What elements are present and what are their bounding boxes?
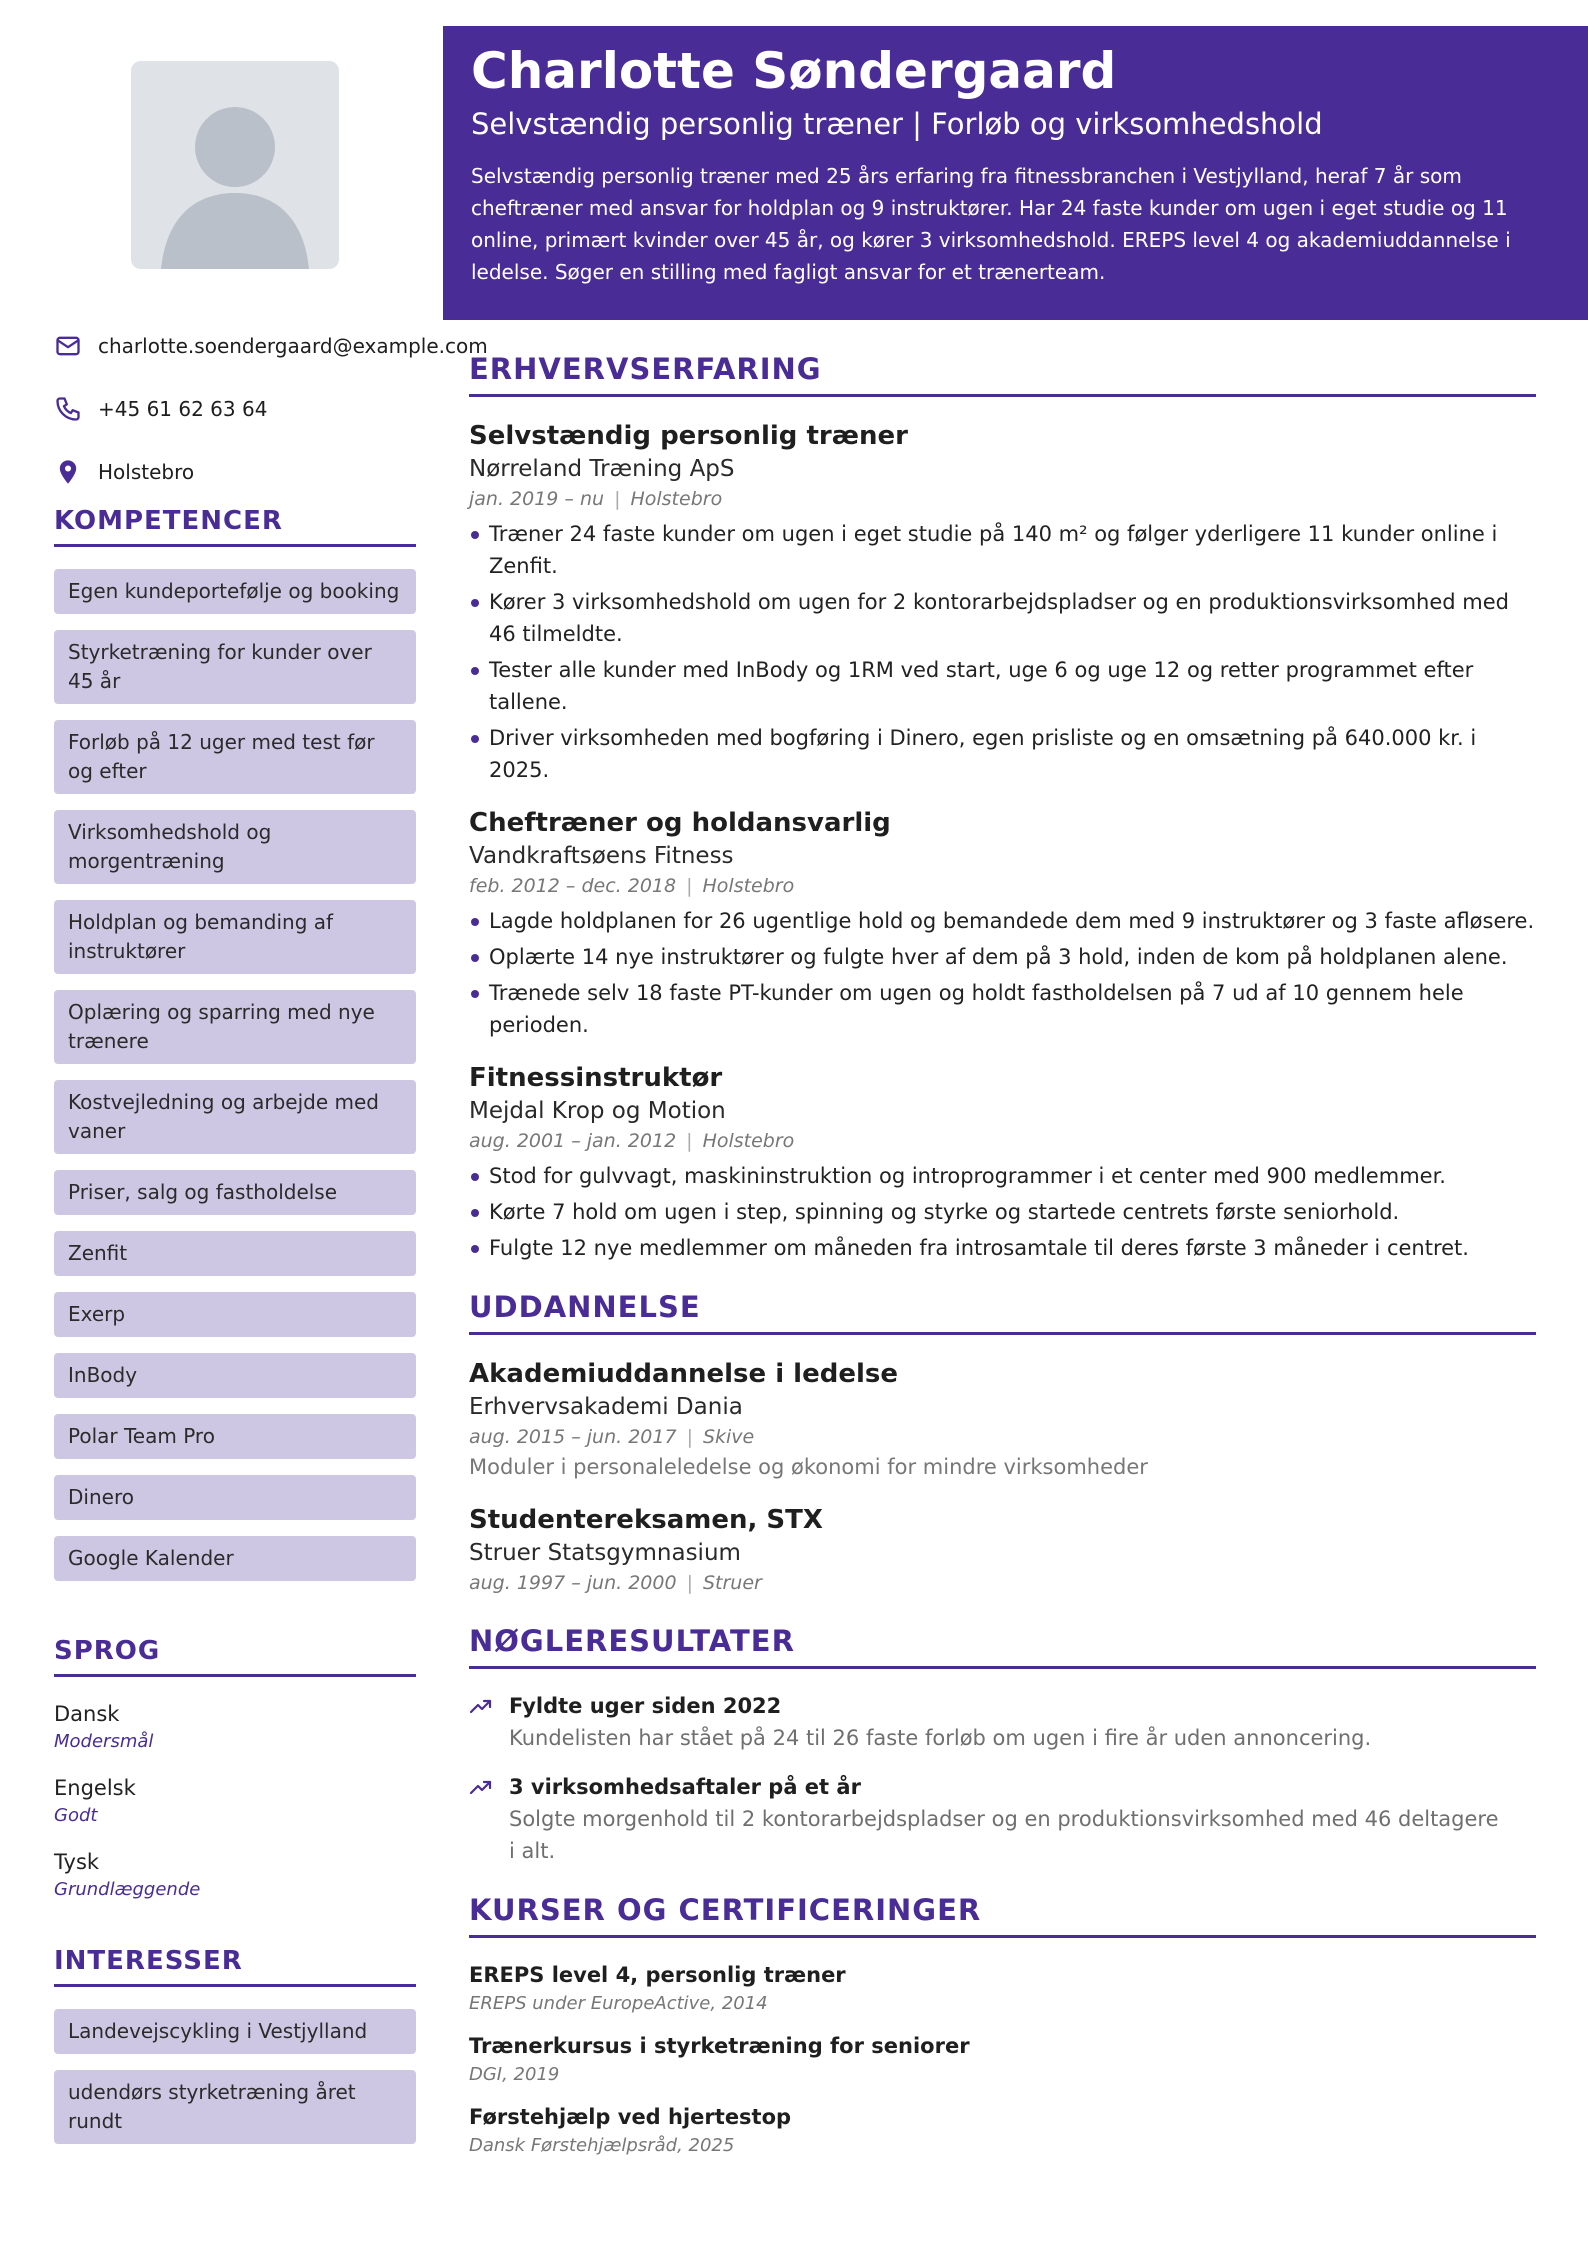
job-location: Holstebro (630, 488, 723, 510)
languages-list (54, 1699, 416, 1903)
job-bullets (469, 905, 1536, 1041)
skill-chip: Holdplan og bemanding af instruktører (54, 900, 416, 974)
education-title: Studentereksamen, STX (469, 1505, 823, 1535)
education-school: Erhvervsakademi Dania (469, 1394, 743, 1420)
education-heading: UDDANNELSE (469, 1290, 1536, 1335)
meta-separator: | (614, 488, 621, 510)
meta-separator: | (686, 1572, 693, 1594)
skill-chip: Zenfit (54, 1231, 416, 1276)
contact-email[interactable] (54, 314, 494, 377)
education-list (469, 1357, 1536, 1598)
education-note: Moduler i personaleledelse og økonomi for mindre virksomheder (469, 1455, 1148, 1479)
person-summary: Selvstændig personlig træner med 25 års erfaring fra fitnessbranchen i Vestjylland, heraf 7 år som cheftræner med ansvar for holdplan og 9 instruktører. Har 24 faste kunder om ugen i eget studie og 11 online, primært kvinder over 45 år, og kører 3 virksomhedshold. EREPS level 4 og akademiuddannelse i ledelse. Søger en stilling med fagligt ansvar for et trænerteam. (471, 164, 1511, 284)
profile-photo (131, 61, 339, 269)
job-meta (469, 485, 1536, 514)
interest-chip: udendørs styrketræning året rundt (54, 2070, 416, 2144)
results-section (469, 1624, 1536, 1867)
skill-chip: Egen kundeportefølje og booking (54, 569, 416, 614)
result-title: Fyldte uger siden 2022 (509, 1694, 782, 1718)
education-period: aug. 1997 – jun. 2000 (469, 1572, 677, 1594)
education-school: Struer Statsgymnasium (469, 1540, 741, 1566)
interests-heading: INTERESSER (54, 1946, 416, 1987)
education-entry (469, 1503, 1536, 1598)
phone-text: +45 61 62 63 64 (98, 396, 268, 421)
course-item (469, 1960, 1536, 2017)
courses-section (469, 1893, 1536, 2159)
skill-chip: Oplæring og sparring med nye trænere (54, 990, 416, 1064)
education-meta (469, 1423, 1536, 1452)
person-name: Charlotte Søndergaard (471, 42, 1117, 100)
result-body (509, 1691, 1499, 1754)
skill-chip: Polar Team Pro (54, 1414, 416, 1459)
job-entry (469, 419, 1536, 786)
courses-heading: KURSER OG CERTIFICERINGER (469, 1893, 1536, 1938)
jobs-list (469, 419, 1536, 1264)
person-subtitle: Selvstændig personlig træner | Forløb og virksomhedshold (471, 107, 1323, 141)
header-banner (443, 26, 1588, 320)
skill-chip: Dinero (54, 1475, 416, 1520)
job-meta (469, 872, 1536, 901)
job-period: jan. 2019 – nu (469, 488, 605, 510)
result-description: Kundelisten har stået på 24 til 26 faste forløb om ugen i fire år uden annoncering. (509, 1726, 1372, 1750)
education-title: Akademiuddannelse i ledelse (469, 1359, 898, 1389)
meta-separator: | (686, 1130, 693, 1152)
experience-heading: ERHVERVSERFARING (469, 352, 1536, 397)
job-location: Holstebro (702, 875, 795, 897)
interest-chip: Landevejscykling i Vestjylland (54, 2009, 416, 2054)
language-item (54, 1847, 416, 1903)
result-title: 3 virksomhedsaftaler på et år (509, 1775, 861, 1799)
job-title: Selvstændig personlig træner (469, 421, 908, 451)
skill-chip: Styrketræning for kunder over 45 år (54, 630, 416, 704)
job-company: Vandkraftsøens Fitness (469, 843, 734, 869)
job-bullets (469, 1160, 1536, 1264)
course-item (469, 2102, 1536, 2159)
skill-chip: InBody (54, 1353, 416, 1398)
results-heading: NØGLERESULTATER (469, 1624, 1536, 1669)
skill-chip: Virksomhedshold og morgentræning (54, 810, 416, 884)
contact-location (54, 440, 494, 503)
contact-phone[interactable] (54, 377, 494, 440)
main-column (469, 352, 1536, 2173)
skill-chip: Priser, salg og fastholdelse (54, 1170, 416, 1215)
course-organization: DGI, 2019 (469, 2064, 560, 2085)
job-period: feb. 2012 – dec. 2018 (469, 875, 677, 897)
job-title: Cheftræner og holdansvarlig (469, 808, 891, 838)
skills-section (54, 506, 416, 1597)
trending-up-icon (469, 1691, 509, 1754)
skill-chip: Forløb på 12 uger med test før og efter (54, 720, 416, 794)
interests-list (54, 2009, 416, 2144)
job-company: Mejdal Krop og Motion (469, 1098, 726, 1124)
job-bullet: Kører 3 virksomhedshold om ugen for 2 kontorarbejdspladser og en produktionsvirksomhed med 46 tilmeldte. (469, 586, 1536, 650)
languages-heading: SPROG (54, 1636, 416, 1677)
job-bullet: Lagde holdplanen for 26 ugentlige hold og bemandede dem med 9 instruktører og 3 faste afløsere. (469, 905, 1536, 937)
job-meta (469, 1127, 1536, 1156)
trending-up-icon (469, 1772, 509, 1867)
language-name: Dansk (54, 1702, 120, 1726)
language-level: Godt (54, 1805, 98, 1826)
job-entry (469, 806, 1536, 1041)
job-period: aug. 2001 – jan. 2012 (469, 1130, 677, 1152)
languages-section (54, 1636, 416, 1921)
contact-block (54, 314, 494, 503)
job-company: Nørreland Træning ApS (469, 456, 735, 482)
job-location: Holstebro (702, 1130, 795, 1152)
education-meta (469, 1569, 1536, 1598)
course-title: EREPS level 4, personlig træner (469, 1963, 846, 1987)
experience-section (469, 352, 1536, 1264)
result-item (469, 1772, 1536, 1867)
result-item (469, 1691, 1536, 1754)
education-location: Struer (702, 1572, 762, 1594)
result-body (509, 1772, 1499, 1867)
language-level: Modersmål (54, 1731, 154, 1752)
language-level: Grundlæggende (54, 1879, 201, 1900)
map-pin-icon (54, 458, 98, 486)
job-bullet: Stod for gulvvagt, maskininstruktion og introprogrammer i et center med 900 medlemmer. (469, 1160, 1536, 1192)
interests-section (54, 1946, 416, 2160)
phone-icon (54, 395, 98, 423)
language-name: Tysk (54, 1850, 100, 1874)
course-organization: Dansk Førstehjælpsråd, 2025 (469, 2135, 735, 2156)
meta-separator: | (686, 875, 693, 897)
result-description: Solgte morgenhold til 2 kontorarbejdspladser og en produktionsvirksomhed med 46 deltagere i alt. (509, 1807, 1499, 1863)
job-bullet: Tester alle kunder med InBody og 1RM ved start, uge 6 og uge 12 og retter programmet efter tallene. (469, 654, 1536, 718)
education-section (469, 1290, 1536, 1598)
course-organization: EREPS under EuropeActive, 2014 (469, 1993, 768, 2014)
language-item (54, 1773, 416, 1829)
job-entry (469, 1061, 1536, 1264)
language-item (54, 1699, 416, 1755)
skill-chip: Kostvejledning og arbejde med vaner (54, 1080, 416, 1154)
job-bullet: Træner 24 faste kunder om ugen i eget studie på 140 m² og følger yderligere 11 kunder online i Zenfit. (469, 518, 1536, 582)
email-text: charlotte.soendergaard@example.com (98, 333, 488, 358)
course-item (469, 2031, 1536, 2088)
course-title: Førstehjælp ved hjertestop (469, 2105, 792, 2129)
education-location: Skive (702, 1426, 755, 1448)
results-list (469, 1691, 1536, 1867)
skill-chip: Google Kalender (54, 1536, 416, 1581)
language-name: Engelsk (54, 1776, 136, 1800)
job-bullets (469, 518, 1536, 786)
job-title: Fitnessinstruktør (469, 1063, 723, 1093)
skills-heading: KOMPETENCER (54, 506, 416, 547)
education-entry (469, 1357, 1536, 1483)
course-title: Trænerkursus i styrketræning for seniorer (469, 2034, 970, 2058)
job-bullet: Oplærte 14 nye instruktører og fulgte hver af dem på 3 hold, inden de kom på holdplanen alene. (469, 941, 1536, 973)
profile-photo-placeholder (131, 61, 339, 269)
education-period: aug. 2015 – jun. 2017 (469, 1426, 677, 1448)
job-bullet: Trænede selv 18 faste PT-kunder om ugen og holdt fastholdelsen på 7 ud af 10 gennem hele perioden. (469, 977, 1536, 1041)
courses-list (469, 1960, 1536, 2159)
skills-list (54, 569, 416, 1581)
skill-chip: Exerp (54, 1292, 416, 1337)
job-bullet: Fulgte 12 nye medlemmer om måneden fra introsamtale til deres første 3 måneder i centret. (469, 1232, 1536, 1264)
job-bullet: Driver virksomheden med bogføring i Dinero, egen prisliste og en omsætning på 640.000 kr. i 2025. (469, 722, 1536, 786)
meta-separator: | (686, 1426, 693, 1448)
location-text: Holstebro (98, 459, 195, 484)
job-bullet: Kørte 7 hold om ugen i step, spinning og styrke og startede centrets første seniorhold. (469, 1196, 1536, 1228)
envelope-icon (54, 332, 98, 360)
